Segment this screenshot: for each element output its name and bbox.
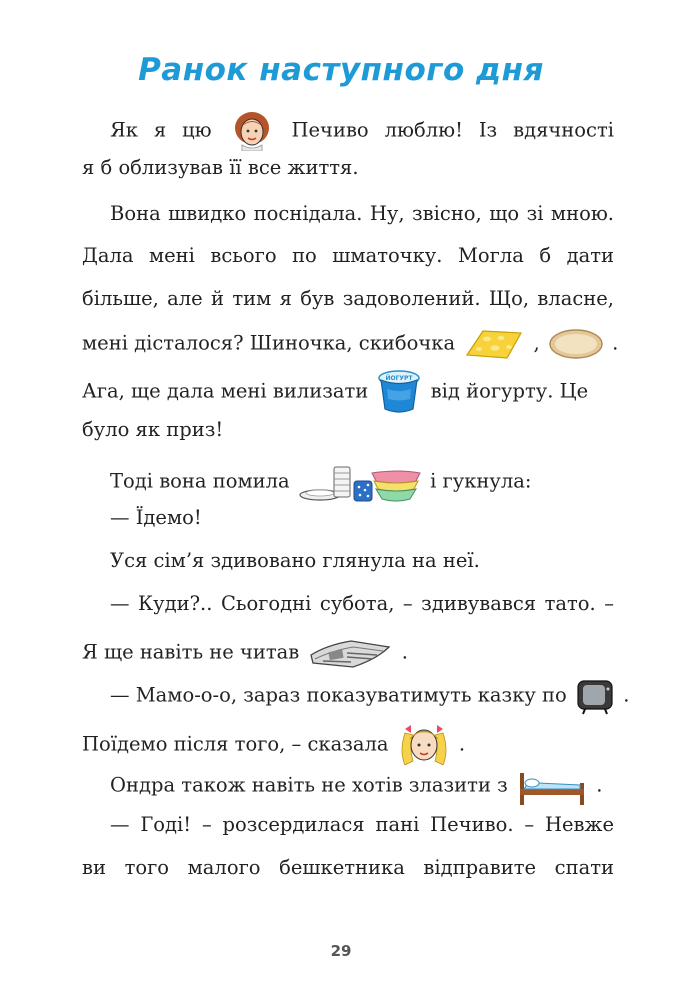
text-fragment: . [458,732,466,756]
text-line [82,721,614,756]
woman-face-icon [230,111,274,151]
dishes-stack-icon [298,459,422,505]
text-fragment: Ага, ще дала мені вилизати [82,379,369,403]
text-fragment: від йогурту. Це [430,379,589,403]
bed-icon [516,765,588,807]
text-fragment: , [533,331,540,355]
text-line [110,677,630,707]
text-fragment: Поїдемо після того, – сказала [82,732,389,756]
text-line: я б облизував її все життя. [82,156,359,179]
text-line [110,765,614,795]
text-line: Вона швидко поснідала. Ну, звісно, що зі мною. [110,202,614,225]
yogurt-label: ЙОГУРТ [385,375,413,382]
text-line: Уся сім’я здивовано глянула на неї. [110,549,480,572]
text-fragment: Печиво люблю! Із вдячності [291,118,614,142]
text-fragment: мені дісталося? Шиночка, скибочка [82,331,456,355]
text-fragment: Я ще навіть не читав [82,640,300,664]
text-line: ви того малого бешкетника відправите спати [82,856,614,879]
cheese-slice-icon [463,327,525,361]
text-fragment: Ондра також навіть не хотів злазити з [110,773,508,797]
newspaper-icon [307,633,393,673]
text-line [82,633,614,663]
text-line: Дала мені всього по шматочку. Могла б дати [82,244,614,267]
text-fragment: . [623,683,630,707]
text-line: було як приз! [82,418,224,441]
text-fragment: Тоді вона помила [110,469,290,493]
text-fragment: . [612,331,619,355]
text-line [82,369,614,403]
text-fragment: . [596,773,603,797]
text-line [82,327,619,357]
text-fragment: Як я цю [110,118,212,142]
text-fragment: і гукнула: [430,469,532,493]
text-line [110,111,614,141]
text-line: більше, але й тим я був задоволений. Що, власне, [82,287,614,310]
text-line: — Годі! – розсердилася пані Печиво. – Невже [110,813,614,836]
yogurt-cup-icon [376,369,422,415]
bread-slice-icon [548,327,604,361]
girl-face-icon [397,721,451,769]
text-fragment: . [401,640,408,664]
text-line: — Їдемо! [110,506,202,529]
text-line [110,459,614,493]
page-title: Ранок наступного дня [138,52,544,88]
tv-icon [575,677,615,715]
page-number: 29 [330,942,352,960]
text-line: — Куди?.. Сьогодні субота, – здивувався тато. – [110,592,614,615]
text-fragment: — Мамо-о-о, зараз показуватимуть казку по [110,683,567,707]
